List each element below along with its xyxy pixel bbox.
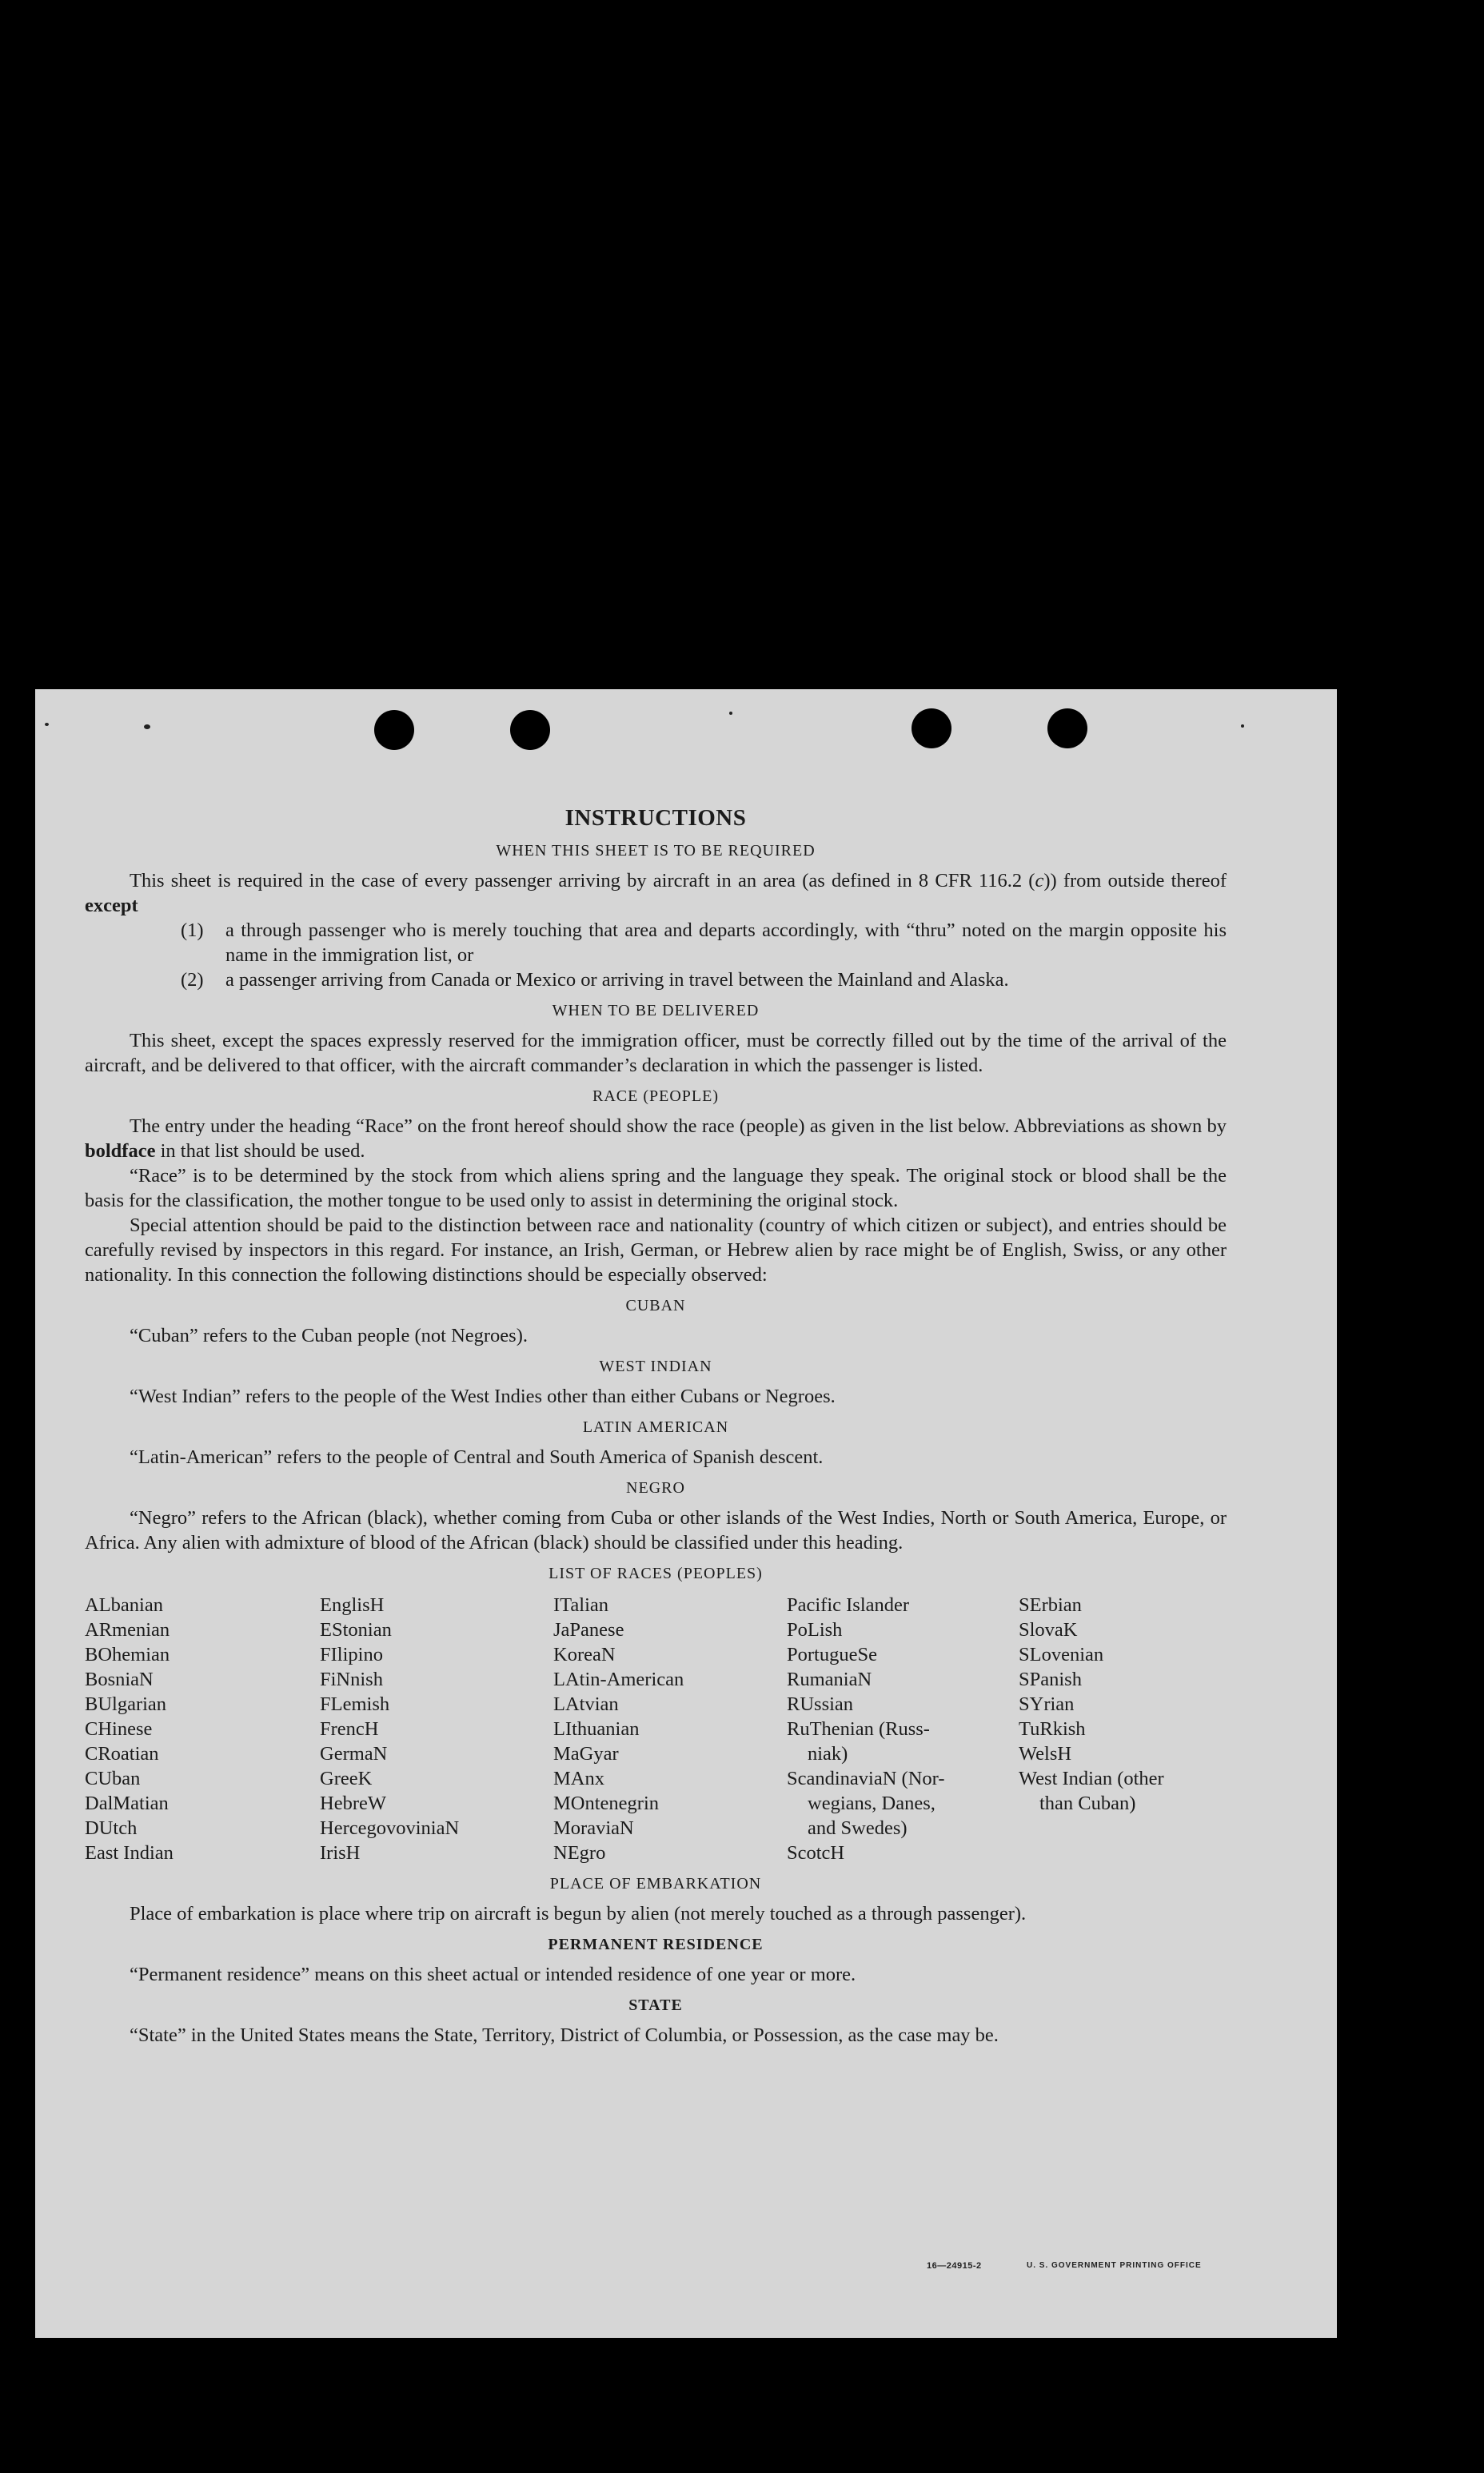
residence-text: “Permanent residence” means on this sheet actual or intended residence of one year or more. — [130, 1964, 856, 1985]
instructions-content — [85, 806, 1227, 2048]
races-column — [787, 1593, 1019, 1865]
section-heading-latin-american: LATIN AMERICAN — [582, 1418, 729, 1436]
race-item: HebreW — [320, 1793, 386, 1814]
race-item: MOntenegrin — [553, 1793, 659, 1814]
race-paragraph-2: “Race” is to be determined by the stock from which aliens spring and the language they speak. The original stock or blood shall be the basis for the classification, the mother tongue to be used only to assist in determining the original stock. — [85, 1165, 1227, 1211]
race-item: ALbanian — [85, 1594, 163, 1616]
race-item: RUssian — [787, 1693, 854, 1715]
race-item: ARmenian — [85, 1619, 170, 1641]
race-item: GreeK — [320, 1768, 373, 1789]
race-item: Pacific Islander — [787, 1594, 910, 1616]
race-item: HercegovoviniaN — [320, 1817, 460, 1839]
race-item: SPanish — [1019, 1669, 1082, 1690]
race-item: CRoatian — [85, 1743, 159, 1765]
race-item: RuThenian (Russ- — [787, 1718, 930, 1740]
race-item: WelsH — [1019, 1743, 1072, 1765]
list-item-number: (1) — [181, 919, 204, 941]
section-heading-race: RACE (PEOPLE) — [592, 1087, 719, 1105]
race-item: NEgro — [553, 1842, 606, 1864]
section-heading-cuban: CUBAN — [625, 1297, 686, 1314]
race-item: than Cuban) — [1039, 1793, 1136, 1814]
race-item: SYrian — [1019, 1693, 1075, 1715]
race-item: RumaniaN — [787, 1669, 872, 1690]
race-item: MoraviaN — [553, 1817, 634, 1839]
embarkation-text: Place of embarkation is place where trip on aircraft is begun by alien (not merely touched as a through passenger). — [130, 1903, 1027, 1925]
paper-speck — [729, 712, 732, 715]
race-item: wegians, Danes, — [808, 1793, 935, 1814]
section-heading-west-indian: WEST INDIAN — [599, 1358, 712, 1375]
west-indian-text: “West Indian” refers to the people of the West Indies other than either Cubans or Negroes. — [130, 1386, 836, 1407]
paper-speck — [45, 723, 49, 726]
race-item: CUban — [85, 1768, 141, 1789]
list-item-text: a through passenger who is merely touching that area and departs accordingly, with “thru” noted on the margin opposite his name in the immigration list, or — [225, 919, 1227, 966]
punch-hole — [510, 710, 550, 750]
list-item-text: a passenger arriving from Canada or Mexico or arriving in travel between the Mainland and Alaska. — [225, 969, 1009, 991]
paper-speck — [144, 724, 150, 729]
race-item: DUtch — [85, 1817, 138, 1839]
section-heading-required: WHEN THIS SHEET IS TO BE REQUIRED — [496, 842, 816, 860]
race-item: FIlipino — [320, 1644, 383, 1665]
punch-hole — [1047, 708, 1087, 748]
required-intro-text-2: )) from outside thereof — [1043, 870, 1227, 891]
race-item: FrencH — [320, 1718, 379, 1740]
race-item: FiNnish — [320, 1669, 383, 1690]
races-column — [1019, 1593, 1227, 1865]
race-item: BosniaN — [85, 1669, 154, 1690]
race-item: ITalian — [553, 1594, 609, 1616]
required-intro-bold: except — [85, 895, 138, 916]
state-text: “State” in the United States means the State, Territory, District of Columbia, or Possession, as the case may be. — [130, 2024, 999, 2046]
races-column — [85, 1593, 320, 1865]
required-intro-text: This sheet is required in the case of every passenger arriving by aircraft in an area (as defined in 8 CFR 116.2 ( — [130, 870, 1035, 891]
race-item: LAtvian — [553, 1693, 619, 1715]
list-item-number: (2) — [181, 969, 204, 991]
races-column — [320, 1593, 553, 1865]
race-item: BUlgarian — [85, 1693, 167, 1715]
punch-hole — [374, 710, 414, 750]
form-code: 16—24915-2 — [927, 2261, 982, 2271]
race-item: TuRkish — [1019, 1718, 1086, 1740]
races-column — [553, 1593, 787, 1865]
document-page — [35, 689, 1337, 2338]
race-item: CHinese — [85, 1718, 153, 1740]
race-item: GermaN — [320, 1743, 388, 1765]
required-intro-italic: c — [1035, 870, 1044, 891]
race-item: PortugueSe — [787, 1644, 877, 1665]
race-item: ScandinaviaN (Nor- — [787, 1768, 945, 1789]
section-heading-residence: PERMANENT RESIDENCE — [548, 1936, 764, 1953]
paper-speck — [1241, 724, 1244, 728]
cuban-text: “Cuban” refers to the Cuban people (not Negroes). — [130, 1325, 528, 1346]
punch-hole — [912, 708, 951, 748]
race-item: and Swedes) — [808, 1817, 908, 1839]
race-paragraph-1-text: The entry under the heading “Race” on the front hereof should show the race (people) as given in the list below. Abbreviations as shown by — [130, 1115, 1227, 1137]
race-item: SlovaK — [1019, 1619, 1078, 1641]
list-item — [181, 918, 1227, 967]
section-heading-state: STATE — [628, 1996, 683, 2014]
race-item: MaGyar — [553, 1743, 619, 1765]
races-list — [85, 1593, 1227, 1865]
negro-text: “Negro” refers to the African (black), whether coming from Cuba or other islands of the West Indies, North or South America, Europe, or Africa. Any alien with admixture of blood of the African (black) should be classified under this heading. — [85, 1507, 1227, 1554]
race-item: LIthuanian — [553, 1718, 640, 1740]
race-paragraph-1-bold: boldface — [85, 1140, 156, 1162]
required-intro — [85, 868, 1227, 918]
race-item: FLemish — [320, 1693, 390, 1715]
race-paragraph-1-text-2: in that list should be used. — [155, 1140, 365, 1162]
race-paragraph-1 — [85, 1114, 1227, 1163]
race-item: West Indian (other — [1019, 1768, 1164, 1789]
race-item: IrisH — [320, 1842, 361, 1864]
document-title: INSTRUCTIONS — [564, 805, 747, 831]
race-item: SLovenian — [1019, 1644, 1104, 1665]
race-item: EStonian — [320, 1619, 392, 1641]
race-item: SErbian — [1019, 1594, 1082, 1616]
delivered-text: This sheet, except the spaces expressly reserved for the immigration officer, must be correctly filled out by the time of the arrival of the aircraft, and be delivered to that officer, with the aircraft commander’s declaration in which the passenger is listed. — [85, 1030, 1227, 1076]
race-item: EnglisH — [320, 1594, 385, 1616]
latin-american-text: “Latin-American” refers to the people of Central and South America of Spanish descent. — [130, 1446, 824, 1468]
printer-imprint: U. S. GOVERNMENT PRINTING OFFICE — [1027, 2261, 1202, 2270]
race-item: DalMatian — [85, 1793, 169, 1814]
race-item: MAnx — [553, 1768, 604, 1789]
race-item: BOhemian — [85, 1644, 170, 1665]
race-item: PoLish — [787, 1619, 843, 1641]
list-item — [181, 967, 1227, 992]
race-item: KoreaN — [553, 1644, 616, 1665]
section-heading-embarkation: PLACE OF EMBARKATION — [549, 1875, 762, 1893]
race-paragraph-3: Special attention should be paid to the distinction between race and nationality (country of which citizen or subject), and entries should be carefully revised by inspectors in this regard. For instance, an Irish, German, or Hebrew alien by race might be of English, Swiss, or any other nationality. In this connection the following distinctions should be especially observed: — [85, 1215, 1227, 1286]
race-item: JaPanese — [553, 1619, 624, 1641]
race-item: LAtin-American — [553, 1669, 684, 1690]
section-heading-negro: NEGRO — [626, 1479, 685, 1497]
race-item: niak) — [808, 1743, 848, 1765]
section-heading-list-of-races: LIST OF RACES (PEOPLES) — [549, 1565, 763, 1582]
race-item: East Indian — [85, 1842, 174, 1864]
race-item: ScotcH — [787, 1842, 845, 1864]
section-heading-delivered: WHEN TO BE DELIVERED — [552, 1002, 760, 1019]
